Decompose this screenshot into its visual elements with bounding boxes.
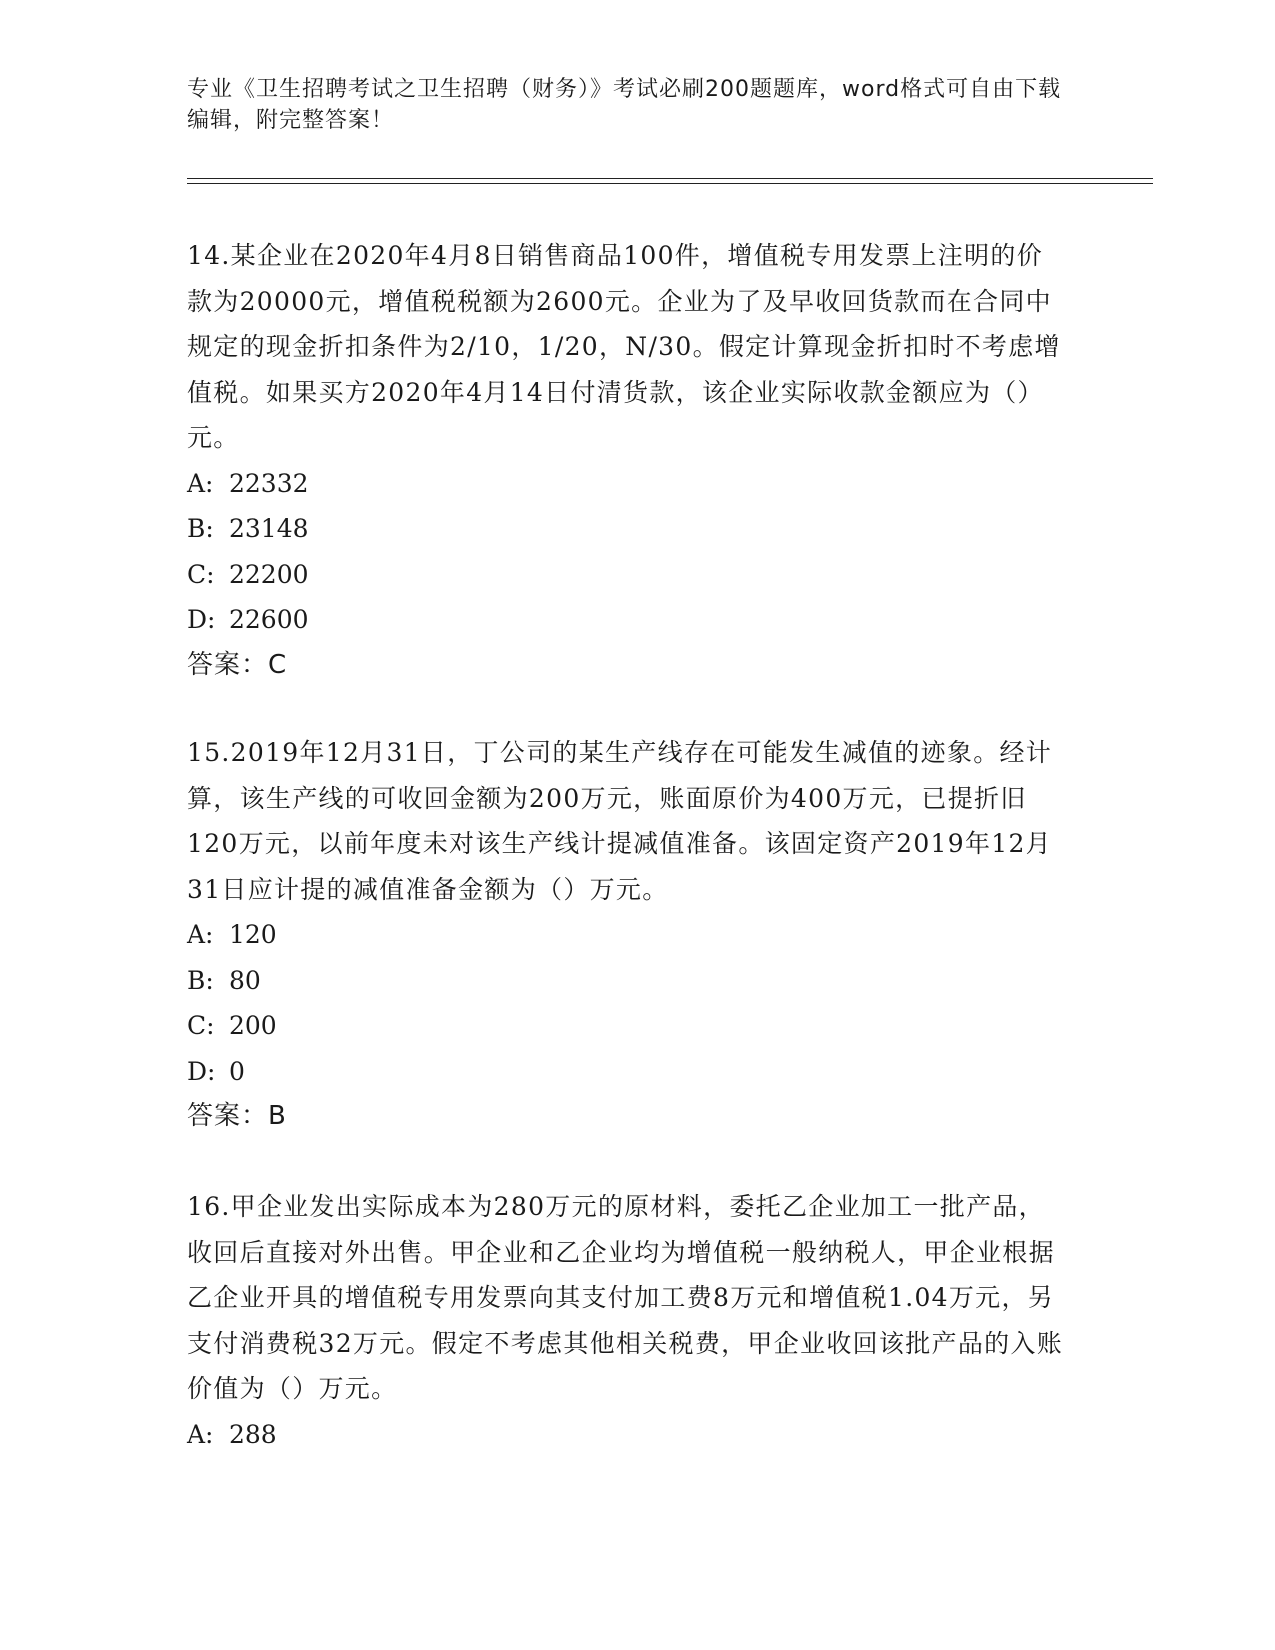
question-14 — [187, 233, 1067, 688]
answer-line: 答案：C — [187, 649, 288, 680]
option-a — [187, 912, 1067, 958]
document-header-title: 专业《卫生招聘考试之卫生招聘（财务）》考试必刷200题题库，word格式可自由下载编辑，附完整答案！ — [187, 77, 1062, 133]
option-value: 288 — [229, 1419, 277, 1449]
header-divider-top — [187, 178, 1153, 179]
option-a — [187, 461, 1067, 507]
header-divider-bottom — [187, 183, 1153, 184]
option-letter: B: — [187, 514, 214, 543]
option-value: 23148 — [229, 514, 309, 543]
option-a — [187, 1412, 1067, 1458]
option-c — [187, 552, 1067, 598]
option-d — [187, 597, 1067, 643]
answer-line: 答案：B — [187, 1101, 287, 1131]
option-b — [187, 506, 1067, 552]
option-b — [187, 958, 1067, 1004]
option-value: 120 — [229, 920, 277, 949]
option-value: 200 — [229, 1011, 277, 1040]
option-letter: B: — [187, 965, 214, 995]
option-letter: A: — [187, 1419, 214, 1449]
option-letter: C: — [187, 1011, 215, 1040]
option-letter: C: — [187, 559, 215, 589]
option-value: 80 — [229, 965, 261, 995]
option-c — [187, 1003, 1067, 1049]
question-15 — [187, 730, 1067, 1140]
question-16 — [187, 1184, 1067, 1457]
option-letter: D: — [187, 1056, 216, 1086]
question-text: 14.某企业在2020年4月8日销售商品100件，增值税专用发票上注明的价款为20000元，增值税税额为2600元。企业为了及早收回货款而在合同中规定的现金折扣条件为2/10，1/20，N/30。假定计算现金折扣时不考虑增值税。如果买方2020年4月14日付清货款，该企业实际收款金额应为（）元。 — [187, 241, 1061, 452]
option-d — [187, 1049, 1067, 1095]
question-text: 16.甲企业发出实际成本为280万元的原材料，委托乙企业加工一批产品，收回后直接对外出售。甲企业和乙企业均为增值税一般纳税人，甲企业根据乙企业开具的增值税专用发票向其支付加工费8万元和增值税1.04万元，另支付消费税32万元。假定不考虑其他相关税费，甲企业收回该批产品的入账价值为（）万元。 — [187, 1192, 1064, 1403]
option-value: 0 — [229, 1056, 245, 1086]
option-value: 22200 — [229, 559, 309, 589]
option-letter: A: — [187, 468, 214, 498]
option-value: 22600 — [229, 605, 309, 634]
option-value: 22332 — [229, 468, 309, 498]
option-letter: A: — [187, 920, 214, 949]
option-letter: D: — [187, 605, 216, 634]
question-text: 15.2019年12月31日，丁公司的某生产线存在可能发生减值的迹象。经计算，该生产线的可收回金额为200万元，账面原价为400万元，已提折旧120万元，以前年度未对该生产线计提减值准备。该固定资产2019年12月31日应计提的减值准备金额为（）万元。 — [187, 738, 1053, 904]
